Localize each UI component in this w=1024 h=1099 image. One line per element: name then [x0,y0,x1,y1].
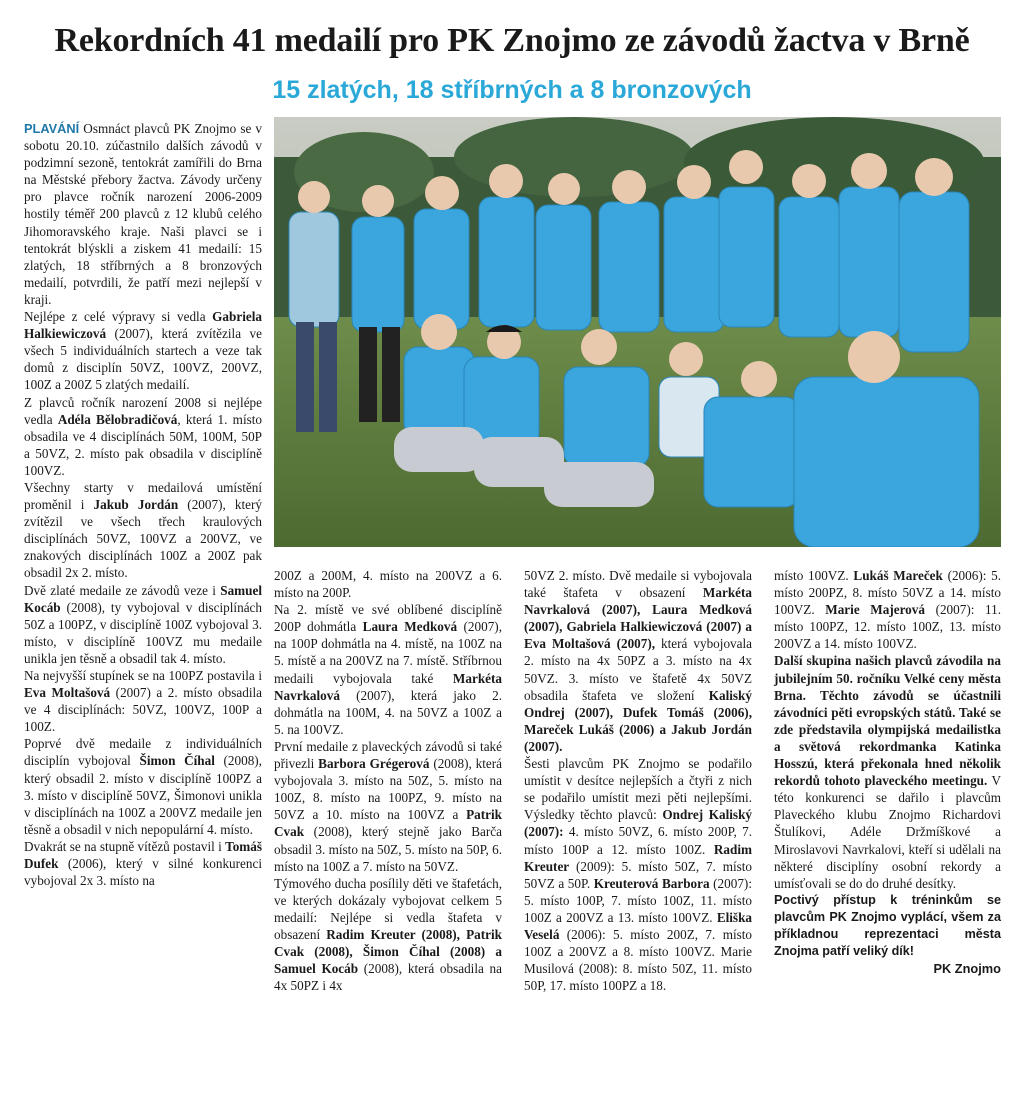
swimmer-name: Laura Medková [362,619,458,635]
text: , která 1. místo obsadila ve 4 disciplínách 50M, 100M, 50P a 50VZ, 2. místo pak obsadila v disciplíně 100VZ. [24,411,262,478]
text: (2007): 11. místo 100PZ, 12. místo 100Z, 13. místo 200VZ a 14. místo 100VZ. [774,602,1001,652]
text: V této konkurenci se dařilo i plavcům Plaveckého klubu Znojmo Richardovi Štulíkovi, Adéle Držmíškové a Miroslavovi Navrkalovi, kteří si udělali na některé disciplíny osobní rekordy a umísťovali se do do druhé desítky. [774,773,1001,891]
paragraph [524,567,752,755]
text: 50VZ 2. místo. Dvě medaile si vybojovala také štafeta v obsazení [524,568,752,601]
relay-names: Markéta Navrkalová (2007), Laura Medková (2007), Gabriela Halkiewiczová (2007) a Eva Moltašová (2007), [524,585,752,652]
paragraph [24,838,262,889]
column-4 [774,567,1001,977]
text: místo 100VZ. [774,568,854,583]
text: (2008), která obsadila na 4x 50PZ i 4x [274,961,502,994]
relay-names: Radim Kreuter (2008), Patrik Cvak (2008), Šimon Číhal (2008) a Samuel Kocáb [274,926,502,977]
column-1 [24,120,262,889]
article-subheadline: 15 zlatých, 18 stříbrných a 8 bronzových [272,76,752,104]
text: Na nejvyšší stupínek se na 100PZ postavila i [24,668,262,683]
paragraph [24,479,262,582]
swimmer-name: Markéta Navrkalová [274,670,502,703]
text: Z plavců ročník narození 2008 si nejlépe vedla [24,394,262,427]
text: (2008), která vybojovala 3. místo na 50Z, 5. místo na 100Z, 8. místo na 100PZ, 9. místo na 50VZ a 10. místo na 100VZ a [274,756,502,823]
team-photo [274,117,1001,547]
paragraph [274,875,502,995]
paragraph [524,755,752,994]
text: která vybojovala 2. místo na 4x 50PZ a 3. místo na 4x 50VZ. 3. místo ve štafetě 4x 50VZ obsadila štafeta ve složení [524,636,752,703]
paragraph [274,601,502,738]
text: Osmnáct plavců PK Znojmo se v sobotu 20.10. zúčastnilo dalších závodů v podzimní sezoně, tentokrát zamířili do Brna na Městské přebory žactva. Závody určeny pro plavce ročník narození 2006-2009 hostily téměř 200 plavců z 12 klubů celého Jihomoravského kraje. Naši plavci se i tentokrát blýskli a ziskem 41 medailí: 15 zlatých, 18 stříbrných a 8 bronzových medailí, potvrdili, že patří mezi nejlepší v kraji. [24,121,262,307]
text: Další skupina našich plavců závodila na jubilejním 50. ročníku Velké ceny města Brna. Těchto závodů se účastnili závodníci pěti evropských států. Také se zde představila olympijská medailistka a světová rekordmanka Katinka Hosszú, která překonala hned několik rekordů tohoto plaveckého meetingu. [774,653,1001,789]
swimmer-name: Ondrej Kaliský (2007): [524,807,752,840]
column-2 [274,567,502,994]
text: (2007) a 2. místo obsadila ve 4 disciplínách: 50VZ, 100VZ, 100P a 100Z. [24,685,262,735]
paragraph: 200Z a 200M, 4. místo na 200VZ a 6. místo na 200P. [274,568,502,601]
article-headline: Rekordních 41 medailí pro PK Znojmo ze závodů žactva v Brně [54,22,970,59]
text: (2006): 5. místo 200Z, 7. místo 100Z a 200VZ a 8. místo 100VZ. Marie Musilová (2008): 8. místo 50Z, 11. místo 50P, 17. místo 100PZ a 18. [524,926,752,994]
text: První medaile z plaveckých závodů si také přivezli [274,738,502,772]
text: (2009): 5. místo 50Z, 7. místo 50VZ a 50P. [524,858,752,891]
swimmer-name: Samuel Kocáb [24,582,262,615]
paragraph [774,567,1001,652]
text: (2008), ty vybojoval v disciplínách 50Z a 100PZ, v disciplíně 100Z vybojoval 3. místo, v disciplíně 100VZ mu medaile unikla jen těsně a obsadil tak 4. místo. [24,599,262,666]
swimmer-name: Adéla Bělobradičová [57,411,178,427]
paragraph [24,394,262,479]
text: Šesti plavcům PK Znojmo se podařilo umístit v desítce nejlepších a čtyři z nich se podařilo umístit mezi pěti nejlepšími. Výsledky těchto plavců: [524,756,752,823]
paragraph [24,120,262,308]
swimmer-name: Barbora Grégerová [318,756,430,772]
paragraph [774,652,1001,891]
paragraph [24,735,262,838]
text: (2007), který zvítězil ve všech třech kraulových disciplínách 50VZ, 100VZ a 200VZ, ve znakových disciplínách 100Z a 200Z pak obsadil 2x 2. místo. [24,497,262,581]
swimmer-name: Gabriela Halkiewiczová [24,309,262,342]
closing-paragraph: Poctivý přístup k tréninkům se plavcům PK Znojmo vyplácí, všem za příkladnou reprezentaci města Znojma patří veliký dík! [774,892,1001,959]
swimmer-name: Eliška Veselá [524,909,752,942]
swimmer-name: Eva Moltašová [24,685,111,701]
text: (2006): 5. místo 200PZ, 8. místo 50VZ a 14. místo 100VZ. [774,568,1001,618]
section-lead: PLAVÁNÍ [24,121,80,136]
swimmer-name: Tomáš Dufek [24,838,262,872]
paragraph [24,667,262,735]
swimmer-name: Patrik Cvak [274,807,502,840]
text: (2007): 5. místo 100P, 7. místo 100Z, 11. místo 100Z a 200VZ a 13. místo 100VZ. [524,875,752,925]
text: (2007), která zvítězila ve všech 5 individuálních startech a veze tak domů z disciplín 50VZ, 100VZ, 200VZ, 100Z a 200Z 5 zlatých medailí. [24,326,262,393]
text: (2008), který stejně jako Barča obsadil 3. místo na 50Z, 5. místo na 50P, 6. místo na 100Z a 7. místo na 50VZ. [274,824,502,874]
text: Poprvé dvě medaile z individuálních disciplín vybojoval [24,736,262,769]
text: Nejlépe z celé výpravy si vedla [24,309,213,325]
text: Dvě zlaté medaile ze závodů veze i [24,582,221,598]
paragraph [24,308,262,393]
text: Dvakrát se na stupně vítězů postavil i [24,838,226,854]
article-signature: PK Znojmo [933,961,1001,977]
team-photo-illustration [274,117,1001,547]
text: Na 2. místě ve své oblíbené disciplíně 200P dohmátla [274,602,502,635]
text: (2006), který v silné konkurenci vybojoval 2x 3. místo na [24,856,262,889]
swimmer-name: Kreuterová Barbora [593,875,710,891]
swimmer-name: Šimon Číhal [139,753,215,769]
text: (2007), která jako 2. dohmátla na 100M, 4. na 50VZ a 100Z a 5. na 100VZ. [274,687,502,737]
swimmer-name: Lukáš Mareček [853,568,943,583]
text: Týmového ducha posílily děti ve štafetách, ve kterých dokázaly vybojovat celkem 5 medailí: Nejlépe si vedla štafeta v obsazení [274,875,502,942]
text: 4. místo 50VZ, 6. místo 200P, 7. místo 100P a 12. místo 100Z. [524,824,752,857]
text: Všechny starty v medailová umístění proměnil i [24,479,262,513]
swimmer-name: Radim Kreuter [524,841,752,874]
text: (2008), který obsadil 2. místo v disciplíně 100PZ a 3. místo v disciplíně 50VZ, Šimonovi unikla v disciplínách na 100Z a 200VZ medaile jen těsně a obsadil v nich nepopulární 4. místo. [24,753,262,837]
swimmer-name: Jakub Jordán [93,497,179,513]
relay-names: Kaliský Ondrej (2007), Dufek Tomáš (2006), Mareček Lukáš (2006) a Jakub Jordán (2007). [524,687,752,754]
paragraph [274,738,502,875]
column-3 [524,567,752,994]
text: (2007), na 100P dohmátla na 4. místě, na 100Z na 5. místě a na 200VZ na 7. místě. Stříbrnou medaili vybojovala také [274,619,502,686]
swimmer-name: Marie Majerová [825,602,925,618]
paragraph [24,582,262,667]
